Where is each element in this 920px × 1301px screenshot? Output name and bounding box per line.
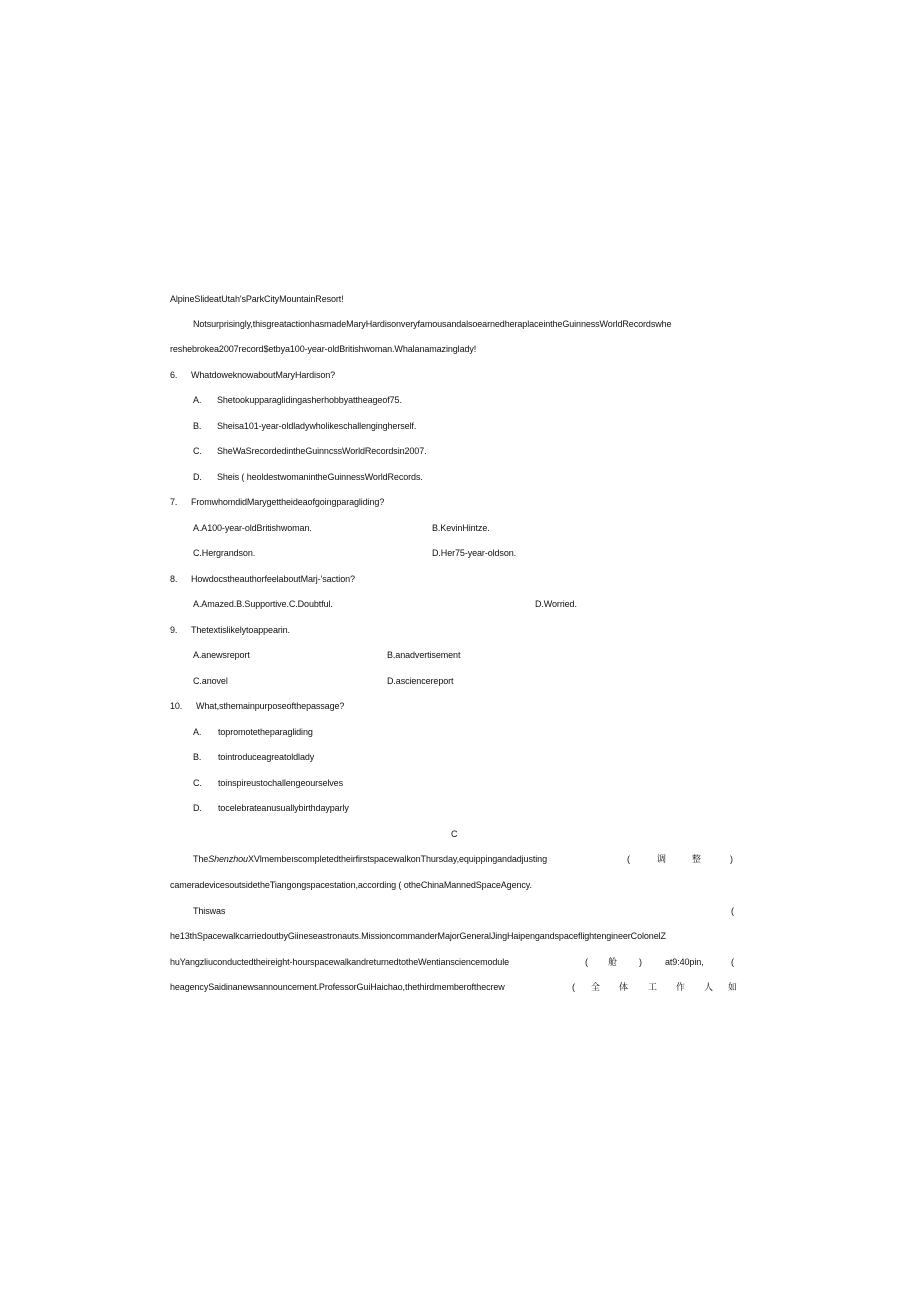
gloss-crew-char-4: 作 — [676, 982, 685, 992]
q6-option-c-text: SheWaSrecordedintheGuinncssWorldRecordsin2007. — [217, 446, 427, 456]
q7-option-c: C.Hergrandson. — [193, 548, 256, 558]
q10-option-a-letter: A. — [193, 727, 202, 737]
question-7-stem: FromwhomdidMarygettheideaofgoingparagliding? — [191, 497, 385, 507]
gloss-crew-char-5: 人 — [704, 982, 713, 992]
gloss-cabin-char: 舱 — [608, 957, 617, 967]
q10-option-b-letter: B. — [193, 752, 202, 762]
q6-option-b-letter: B. — [193, 421, 202, 431]
gloss-crew-char-6: 如 — [728, 982, 737, 992]
return-time: at9:40pin, — [665, 957, 704, 967]
p2-paren: ( — [731, 906, 734, 916]
p1-line-1-rest: XVlmembeıscompletedtheirfirstspacewalkonThursday,equippingandadjusting — [247, 854, 547, 864]
question-9-stem: Thetextislikelytoappearin. — [191, 625, 290, 635]
word-the: The — [193, 854, 209, 864]
q7-option-b: B.KevinHintze. — [432, 523, 490, 533]
q7-option-d: D.Her75-year-oldson. — [432, 548, 517, 558]
gloss-char-1: 调 — [657, 854, 666, 864]
gloss-paren-close: ) — [730, 854, 733, 864]
q10-option-c-text: toinspireustochallengeourselves — [218, 778, 343, 788]
line-3-paren: ( — [731, 957, 734, 967]
q6-option-c-letter: C. — [193, 446, 202, 456]
q6-option-d-letter: D. — [193, 472, 202, 482]
q10-option-a-text: topromotetheparagliding — [218, 727, 313, 737]
q6-option-a-text: Shetookupparaglidingasherhobbyattheageof75. — [217, 395, 402, 405]
q8-options-abc: A.Amazed.B.Supportive.C.Doubtful. — [193, 599, 333, 609]
question-10-number: 10. — [170, 701, 183, 711]
passage-b-line-1: AlpineSlideatUtah'sParkCityMountainResort! — [170, 294, 344, 304]
gloss-cabin-paren-open: ( — [585, 957, 588, 967]
passage-c-p1-line-2: cameradevicesoutsidetheTiangongspacestation,according ( otheChinaMannedSpaceAgency. — [170, 880, 532, 890]
passage-c-p2-start: Thiswas — [193, 906, 226, 916]
gloss-paren-open: ( — [627, 854, 630, 864]
passage-b-line-2: Notsurprisingly,thisgreatactionhasmadeMaryHardisonveryfamousandalsoearnedheraplaceintheGuinnessWorldRecordswhe — [193, 319, 672, 329]
question-8-stem: HowdocstheauthorfeelaboutMarj-'saction? — [191, 574, 355, 584]
question-6-stem: WhatdoweknowaboutMaryHardison? — [191, 370, 336, 380]
passage-c-p2-line-3: huYangzliuconductedtheireight-hourspacewalkandreturnedtotheWentiansciencemodule — [170, 957, 509, 967]
passage-b-line-3: reshebrokea2007record$etbya100-year-oldBritishwoman.Whalanamazinglady! — [170, 344, 477, 354]
gloss-crew-char-2: 体 — [619, 982, 628, 992]
question-6-number: 6. — [170, 370, 178, 380]
gloss-cabin-paren-close: ) — [639, 957, 642, 967]
q8-option-d: D.Worried. — [535, 599, 577, 609]
passage-c-heading: C — [451, 829, 458, 839]
gloss-char-2: 整 — [692, 854, 701, 864]
shenzhou-italic: Shenzhou — [208, 854, 248, 864]
gloss-crew-paren: ( — [572, 982, 575, 992]
passage-c-p2-line-4: heagencySaidinanewsannouncement.ProfessorGuiHaichao,thethirdmemberofthecrew — [170, 982, 505, 992]
q9-option-b: B.anadvertisement — [387, 650, 461, 660]
passage-c-p1-line-1 — [193, 853, 547, 865]
q10-option-b-text: tointroduceagreatoldlady — [218, 752, 315, 762]
gloss-crew-char-1: 全 — [591, 982, 600, 992]
question-10-stem: What,sthemainpurposeofthepassage? — [196, 701, 345, 711]
q6-option-d-text: Sheis ( heoldestwomanintheGuinnessWorldRecords. — [217, 472, 423, 482]
q9-option-d: D.asciencereport — [387, 676, 454, 686]
q9-option-c: C.anovel — [193, 676, 228, 686]
passage-c-p2-line-2: he13thSpacewalkcarriedoutbyGiineseastronauts.MissioncommanderMajorGeneralJingHaipengandspaceflightengineerColonelZ — [170, 931, 666, 941]
q6-option-b-text: Sheisa101-year-oldladywholikeschallengingherself. — [217, 421, 417, 431]
q10-option-c-letter: C. — [193, 778, 202, 788]
q6-option-a-letter: A. — [193, 395, 202, 405]
question-8-number: 8. — [170, 574, 178, 584]
question-7-number: 7. — [170, 497, 178, 507]
q9-option-a: A.anewsreport — [193, 650, 250, 660]
question-9-number: 9. — [170, 625, 178, 635]
gloss-crew-char-3: 工 — [648, 982, 657, 992]
q10-option-d-letter: D. — [193, 803, 202, 813]
q7-option-a: A.A100-year-oldBritishwoman. — [193, 523, 312, 533]
q10-option-d-text: tocelebrateanusuallybirthdayparly — [218, 803, 349, 813]
